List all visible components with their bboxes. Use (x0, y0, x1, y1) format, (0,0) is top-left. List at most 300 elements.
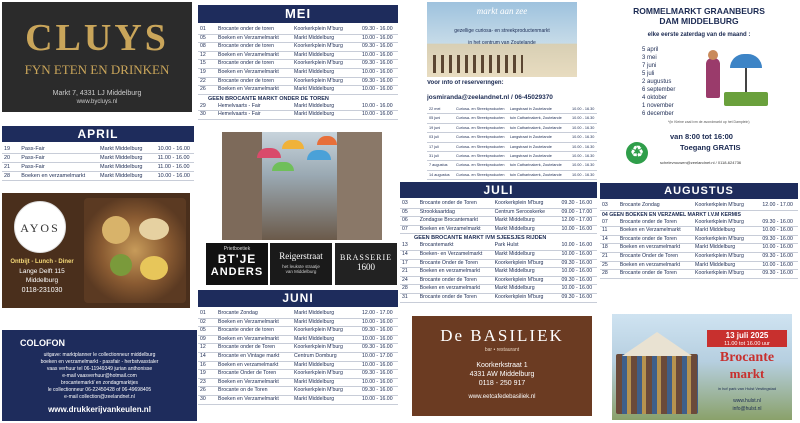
reigerstraat-sub2: van Middelburg (285, 269, 317, 274)
row-time: 10.00 - 16.30 (570, 142, 597, 151)
colofon-line: brocantemarkt/ en zondagmarktjes (61, 380, 138, 386)
markt-aan-zee-sub2: in het centrum van Zoutelande (468, 40, 536, 46)
row-location: Koorkerkplein M'burg (292, 77, 360, 86)
row-location: Koorkerkplein M'burg (493, 276, 560, 285)
row-time: 10.00 - 16.30 (570, 123, 597, 132)
row-time: 10.00 - 16.30 (570, 152, 597, 161)
markt-aan-zee-sub: gezellige curiosa- en streekproductenmarkt (454, 28, 550, 34)
basiliek-logo: De BASILIEK (440, 326, 564, 345)
augustus-notice: 04 GEEN BOEKEN EN VERZAMEL MARKT I.V.M KERMIS (602, 211, 741, 218)
row-event: Brocante onder de toren (216, 327, 292, 336)
row-event: Boeken en Verzamelmarkt (216, 34, 292, 43)
row-time: 10.00 - 16.00 (360, 34, 398, 43)
basiliek-addr1: Koorkerkstraat 1 (476, 362, 528, 369)
colofon-line: vaas verhuur tel 06-11949349 jurian anthonisse (46, 366, 153, 372)
augustus-table-2 (600, 219, 798, 279)
row-date: 18 (600, 244, 618, 253)
row-location: Langstraat in Zoutelande (508, 142, 570, 151)
colofon-title: COLOFON (20, 338, 65, 348)
umbrella-4 (272, 162, 294, 171)
row-time: 10.00 - 16.00 (360, 103, 398, 111)
table-row (427, 114, 597, 123)
colofon-section (2, 330, 197, 421)
table-row (427, 142, 597, 151)
cluys-ad (2, 2, 192, 112)
row-date: 19 (2, 145, 19, 154)
table-row (400, 259, 597, 268)
row-location: Markt Middelburg (493, 225, 560, 234)
juni-table (198, 310, 398, 405)
parasol (730, 54, 762, 68)
brocante-mail[interactable]: info@hulst.nl (732, 406, 762, 412)
row-event: Boeken en verzamelmarkt (19, 172, 98, 181)
row-location: Markt Middelburg (98, 154, 156, 163)
row-time: 09.30 - 16.00 (360, 370, 398, 379)
juli-table-2 (400, 242, 597, 302)
row-time: 09.30 - 16.00 (360, 344, 398, 353)
row-event: Boeken en Verzamelmarkt (216, 318, 292, 327)
row-event: Boeken en Verzamelmarkt (216, 335, 292, 344)
ayos-phone: 0118-231030 (21, 287, 63, 294)
table-row (600, 202, 798, 210)
row-time: 09.30 - 16.00 (560, 276, 597, 285)
row-time: 10.00 - 16.00 (560, 225, 597, 234)
row-date: 26 (198, 86, 216, 95)
row-location: Markt Middelburg (98, 145, 156, 154)
row-event: Curiosa- en Streekproducten (454, 105, 508, 114)
row-date: 11 (600, 227, 618, 236)
row-event: Boeken en verzamelmarkt (618, 244, 693, 253)
row-date: 17 juli (427, 142, 454, 151)
row-location: Koorkerkplein M'burg (493, 293, 560, 302)
table-row (2, 163, 194, 172)
row-location: Markt Middelburg (98, 172, 156, 181)
zee-contact[interactable]: josmiranda@zeelandnet.nl / 06-45029370 (427, 94, 553, 101)
ayos-tagline: Ontbijt - Lunch - Diner (10, 259, 74, 265)
row-event: Brocante onder de toren (216, 26, 292, 34)
row-event: Curiosa- en Streekproducten (454, 123, 508, 132)
row-time: 10.00 - 16.30 (570, 105, 597, 114)
row-location: Park Hulst (493, 242, 560, 250)
rommelmarkt-title-1: ROMMELMARKT GRAANBEURS (633, 6, 765, 16)
table-row (2, 154, 194, 163)
vendor-figure (706, 58, 720, 98)
rommelmarkt-date: 1 november (642, 103, 674, 109)
row-date: 31 (400, 293, 418, 302)
row-time: 10.00 - 16.00 (360, 51, 398, 60)
rommelmarkt-date: 5 juli (642, 71, 655, 77)
row-time: 09.30 - 16.00 (360, 60, 398, 69)
row-location: Markt Middelburg (292, 86, 360, 95)
row-location: Markt Middelburg (292, 335, 360, 344)
row-location: Koorkerkplein M'burg (693, 235, 760, 244)
row-time: 11.00 - 16.00 (156, 163, 194, 172)
colofon-lines (2, 352, 197, 401)
rommelmarkt-date: 5 april (642, 47, 659, 53)
row-location: Koorkerkplein M'burg (693, 252, 760, 261)
btje-small: Prietboetiek (223, 246, 251, 252)
vendor-illustration (700, 54, 770, 110)
row-event: Brocante Onder de Toren (618, 252, 693, 261)
row-location: Markt Middelburg (292, 111, 360, 120)
row-location: Koorkerkplein M'burg (292, 327, 360, 336)
table-row (198, 335, 398, 344)
table-row (427, 133, 597, 142)
row-time: 09.00 - 17.00 (560, 208, 597, 217)
rommelmarkt-time: van 8:00 tot 16:00 (670, 132, 733, 141)
row-location: Markt Middelburg (292, 318, 360, 327)
row-location: Langstraat in Zoutelande (508, 105, 570, 114)
reigerstraat-sub: het leukste straatje (282, 264, 320, 269)
row-event: Curiosa- en Streekproducten (454, 142, 508, 151)
row-date: 20 (2, 154, 19, 163)
rommelmarkt-date: 6 december (642, 111, 674, 117)
markt-aan-zee-photo (427, 2, 577, 77)
table-row (400, 285, 597, 294)
row-location: Langstraat in Zoutelande (508, 152, 570, 161)
row-event: Boeken en Verzamelmarkt (216, 68, 292, 77)
rommelmarkt-date: 4 oktober (642, 95, 668, 101)
row-time: 10.00 - 16.00 (360, 378, 398, 387)
umbrella-5 (317, 136, 337, 145)
row-date: 01 (198, 310, 216, 318)
row-event: Pass-Fair (19, 163, 98, 172)
row-date: 12 (198, 51, 216, 60)
colofon-web[interactable]: www.drukkerijvankeulen.nl (48, 405, 151, 414)
row-time: 10.00 - 16.30 (570, 133, 597, 142)
ayos-logo: AYOS (20, 221, 60, 235)
augustus-title: AUGUSTUS (600, 183, 798, 199)
juli-section (400, 182, 597, 312)
row-location: Koorkerkplein M'burg (493, 200, 560, 208)
row-location: tuin Catharinakerk, Zoutelande (508, 161, 570, 170)
april-section (2, 126, 194, 182)
umbrella-street-photo (222, 132, 382, 240)
row-time: 10.00 - 16.00 (760, 261, 798, 270)
reigerstraat-ad (270, 243, 332, 285)
market-stall (724, 92, 768, 106)
row-location: tuin Catharinakerk, Zoutelande (508, 114, 570, 123)
row-time: 09.30 - 16.00 (360, 77, 398, 86)
april-table (2, 145, 194, 181)
row-event: Brocante onder de Toren (418, 276, 493, 285)
row-time: 12.00 - 17.00 (360, 310, 398, 318)
recycle-icon: ♻ (626, 142, 648, 164)
row-event: Boeken en Verzamelmarkt (216, 395, 292, 404)
markt-aan-zee-title: markt aan zee (476, 6, 528, 16)
row-event: Brocante en Vintage markt (216, 352, 292, 361)
row-event: Brocante onder de Toren (618, 219, 693, 227)
rommelmarkt-contact: schelevrouwen@zeelandnet.nl / 0118-624736 (660, 160, 742, 165)
rommelmarkt-title-2: DAM MIDDELBURG (659, 16, 739, 26)
umbrella-1 (257, 148, 281, 158)
row-event: Brocante on de Toren (216, 387, 292, 396)
row-time: 10.00 - 16.00 (360, 68, 398, 77)
row-time: 09.30 - 16.00 (360, 327, 398, 336)
rommelmarkt-entry: Toegang GRATIS (680, 143, 741, 152)
table-row (427, 152, 597, 161)
table-row (198, 352, 398, 361)
row-location: Langstraat in Zoutelande (508, 133, 570, 142)
row-time: 09.30 - 16.00 (360, 26, 398, 34)
umbrella-2 (282, 140, 304, 149)
row-date: 15 (198, 60, 216, 69)
table-row (600, 252, 798, 261)
table-row (198, 395, 398, 404)
row-location: Markt Middelburg (693, 244, 760, 253)
table-row (198, 77, 398, 86)
brocante-web[interactable]: www.hulst.nl (733, 398, 761, 404)
btje-label: BT'JE (217, 252, 257, 266)
row-event: Brocante onder de toren (216, 77, 292, 86)
row-date: 09 (198, 335, 216, 344)
rommelmarkt-note: *(in Kleine zaal ivm de avondmarkt op het Damplein) (668, 120, 750, 124)
row-date: 31 juli (427, 152, 454, 161)
basiliek-phone: 0118 - 250 917 (478, 380, 526, 387)
row-time: 10.00 - 16.00 (760, 244, 798, 253)
basiliek-sub: bar • restaurant (484, 347, 520, 353)
row-date: 28 (600, 270, 618, 279)
row-time: 10.00 - 16.00 (360, 86, 398, 95)
rommelmarkt-dates (642, 46, 702, 118)
row-event: Boeken en Verzamelmarkt (216, 86, 292, 95)
table-row (198, 26, 398, 34)
brocante-sub: in hof park van Hulst Vestingstad (717, 386, 777, 391)
row-time: 12.00 - 17.00 (760, 202, 798, 210)
mei-title: MEI (198, 5, 398, 23)
row-time: 09.30 - 16.00 (560, 293, 597, 302)
row-date: 24 (400, 276, 418, 285)
row-time: 10.00 - 16.00 (360, 111, 398, 120)
row-location: Koorkerkplein M'burg (693, 219, 760, 227)
table-row (198, 327, 398, 336)
table-row (400, 242, 597, 250)
row-event: Boeken en Verzamelmarkt (418, 225, 493, 234)
brasserie-label: BRASSERIE (339, 253, 393, 262)
row-time: 10.00 - 16.00 (156, 172, 194, 181)
row-location: Koorkerkplein M'burg (292, 344, 360, 353)
table-row (198, 34, 398, 43)
umbrella-3 (307, 150, 331, 160)
row-time: 10.00 - 16.00 (360, 361, 398, 370)
row-event: Curiosa- en Streekproducten (454, 114, 508, 123)
juli-notice: GEEN BROCANTE MARKT IVM SJEESJES RIJDEN (414, 235, 547, 242)
table-row (427, 123, 597, 132)
table-row (198, 344, 398, 353)
table-row (198, 370, 398, 379)
augustus-table (600, 202, 798, 211)
row-date: 03 juli (427, 133, 454, 142)
row-time: 10.00 - 16.00 (156, 145, 194, 154)
row-time: 09.30 - 16.00 (560, 259, 597, 268)
row-location: Markt Middelburg (693, 227, 760, 236)
row-date: 17 (400, 259, 418, 268)
row-event: Hemelvaarts - Fair (216, 111, 292, 120)
btje-anders-ad (206, 243, 268, 285)
juli-table (400, 200, 597, 234)
table-row (198, 387, 398, 396)
row-event: Brocante onder de toren (216, 43, 292, 52)
row-event: Brocante onder de Toren (418, 293, 493, 302)
table-row (198, 51, 398, 60)
table-row (400, 200, 597, 208)
row-time: 10.00 - 16.00 (560, 250, 597, 259)
row-date: 14 (600, 235, 618, 244)
table-row (198, 111, 398, 120)
row-location: Koorkerkplein M'burg (693, 202, 760, 210)
row-date: 29 (198, 103, 216, 111)
table-row (600, 235, 798, 244)
row-location: Markt Middelburg (292, 68, 360, 77)
row-event: Brocante onder de Toren (418, 200, 493, 208)
row-time: 09.30 - 16.00 (760, 235, 798, 244)
rommelmarkt-date: 6 september (642, 87, 676, 93)
row-location: Koorkerkplein M'burg (292, 370, 360, 379)
table-row (198, 103, 398, 111)
row-date: 13 (400, 242, 418, 250)
vendor-head (708, 50, 718, 60)
row-location: Markt Middelburg (493, 285, 560, 294)
row-location: Markt Middelburg (98, 163, 156, 172)
row-event: Boeken en Verzamelmarkt (216, 378, 292, 387)
colofon-line: uitgave: marktplanner le collectionneur middelburg (43, 352, 156, 358)
row-event: Boeken en verzamelmarkt (618, 261, 693, 270)
row-time: 09.30 - 16.00 (560, 200, 597, 208)
rommelmarkt-section (600, 2, 798, 177)
juni-section (198, 290, 398, 420)
row-time: 10.00 - 16.30 (570, 161, 597, 170)
reigerstraat-title: Reigerstraat (279, 251, 323, 261)
row-event: Brocante Onder de Toren (418, 259, 493, 268)
table-row (198, 68, 398, 77)
row-date: 07 (600, 219, 618, 227)
basiliek-ad (412, 316, 592, 416)
cluys-tagline: FYN ETEN EN DRINKEN (24, 62, 170, 77)
row-time: 12.00 - 17.00 (560, 217, 597, 226)
mei-table-2 (198, 103, 398, 120)
row-event: Brocantemarkt (418, 242, 493, 250)
table-row (600, 244, 798, 253)
market-tent (622, 332, 692, 356)
market-crowd (616, 354, 698, 414)
ayos-address: Lange Delft 115 (19, 268, 65, 275)
row-time: 10.00 - 16.00 (360, 335, 398, 344)
colofon-line: e-mail collection@zeelandnet.nl (64, 394, 135, 400)
row-time: 09.30 - 16.00 (760, 270, 798, 279)
brocante-title-2: markt (729, 366, 765, 381)
row-location: Markt Middelburg (493, 268, 560, 277)
row-date: 30 (198, 111, 216, 120)
row-date: 26 (198, 387, 216, 396)
table-row (2, 145, 194, 154)
row-time: 10.00 - 16.30 (570, 170, 597, 179)
table-row (400, 208, 597, 217)
row-location: Markt Middelburg (693, 261, 760, 270)
row-location: Markt Middelburg (493, 217, 560, 226)
basiliek-addr2: 4331 AW Middelburg (469, 371, 535, 378)
table-row (427, 161, 597, 170)
table-row (600, 270, 798, 279)
anders-label: ANDERS (210, 266, 264, 278)
colofon-line: e-mail vaasverhuur@hotmail.com (62, 373, 137, 379)
row-date: 07 (400, 225, 418, 234)
row-date: 25 (600, 261, 618, 270)
rommelmarkt-date: 7 juni (642, 63, 657, 69)
table-row (600, 219, 798, 227)
juli-title: JULI (400, 182, 597, 198)
ayos-city: Middelburg (25, 277, 59, 284)
row-date: 22 (198, 77, 216, 86)
row-date: 23 (198, 378, 216, 387)
row-date: 03 (400, 200, 418, 208)
row-time: 11.00 - 16.00 (156, 154, 194, 163)
row-location: Markt Middelburg (292, 310, 360, 318)
row-location: Koorkerkplein M'burg (292, 26, 360, 34)
row-time: 09.30 - 16.00 (360, 43, 398, 52)
row-location: tuin Catharinakerk, Zoutelande (508, 170, 570, 179)
row-time: 10.00 - 17.00 (360, 352, 398, 361)
brasserie-year: 1600 (357, 262, 375, 272)
row-event: Brocante onder de Toren (216, 344, 292, 353)
brocante-markt-ad (612, 314, 792, 420)
row-location: Koorkerkplein M'burg (693, 270, 760, 279)
row-event: Boeken en verzamelmarkt (418, 268, 493, 277)
row-event: Strookkaartdag (418, 208, 493, 217)
row-date: 06 (400, 217, 418, 226)
colofon-line: boeken en verzamelmarkt - passfair - herbstvasstaler (40, 359, 159, 365)
cluys-web: www.bycluys.nl (76, 99, 118, 105)
rommelmarkt-date: 3 mei (642, 55, 657, 61)
row-event: Boeken en Verzamelmarkt (216, 51, 292, 60)
row-date: 14 (400, 250, 418, 259)
row-location: Koorkerkplein M'burg (493, 259, 560, 268)
row-time: 10.00 - 16.00 (560, 242, 597, 250)
row-date: 22 mei (427, 105, 454, 114)
basiliek-web[interactable]: www.eetcafedebasiliek.nl (468, 394, 536, 400)
row-date: 19 (198, 370, 216, 379)
row-location: tuin Catharinakerk, Zoutelande (508, 123, 570, 132)
row-date: 19 (198, 68, 216, 77)
row-event: Curiosa- en Streekproducten (454, 170, 508, 179)
row-date: 05 (400, 208, 418, 217)
row-time: 10.00 - 16.00 (560, 268, 597, 277)
row-event: Curiosa- en Streekproducten (454, 161, 508, 170)
row-location: Markt Middelburg (292, 51, 360, 60)
row-date: 16 (198, 361, 216, 370)
augustus-section (600, 183, 798, 291)
row-date: 01 (198, 26, 216, 34)
row-event: Brocante Zondag (216, 310, 292, 318)
row-event: Boeken en verzamelmarkt (216, 361, 292, 370)
row-date: 28 (400, 285, 418, 294)
row-location: Markt Middelburg (292, 395, 360, 404)
row-location: Markt Middelburg (292, 378, 360, 387)
brocante-time: 11.00 tot 16.00 uur (707, 341, 787, 347)
table-row (400, 217, 597, 226)
row-location: Centrum Serooskerke (493, 208, 560, 217)
brocante-title-1: Brocante (719, 350, 775, 365)
table-row (600, 227, 798, 236)
row-event: Brocante onder de toren (216, 60, 292, 69)
table-row (198, 378, 398, 387)
ayos-ad (2, 193, 190, 308)
row-location: Koorkerkplein M'burg (292, 60, 360, 69)
table-row (600, 261, 798, 270)
beach-poles (433, 55, 523, 73)
juni-title: JUNI (198, 290, 398, 307)
row-date: 05 (198, 327, 216, 336)
row-date: 19 juni (427, 123, 454, 132)
